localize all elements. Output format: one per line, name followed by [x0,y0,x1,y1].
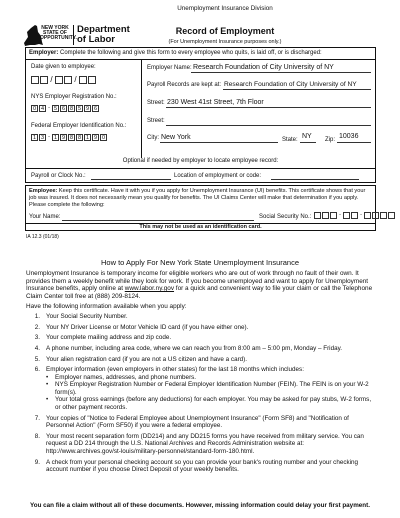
location-field[interactable] [271,172,359,180]
employer-heading: Employer: Complete the following and give this form to every employee who quits, is laid off, or is discharged: [26,48,375,60]
fein-digit: 1 [85,135,90,141]
payroll-location-row [26,168,375,182]
list-item [26,459,378,474]
nys-registration-digit: 4 [40,106,45,112]
nys-registration-digits [31,105,100,112]
street2-field[interactable] [166,118,371,126]
footer-note: You can file a claim without all of these documents. However, missing information could delay your first payment. [30,502,370,509]
nys-registration-digit: 9 [85,106,90,112]
street-value: 230 West 41st Street, 7th Floor [167,99,264,106]
city-label: City: [147,135,159,141]
list-item [26,324,378,332]
payroll-no-label: Payroll or Clock No.: [31,173,86,179]
division-name: Unemployment Insurance Division [177,5,273,12]
nys-registration-digit: 6 [93,106,98,112]
list-item [26,433,378,456]
form-title: Record of Employment [175,26,275,36]
employer-name-label: Employer Name: [147,65,192,71]
list-item-number: 5. [34,355,40,363]
fein-digit: 8 [69,135,74,141]
labor-website-link[interactable]: www.labor.ny.gov [124,285,175,293]
employer-name-value: Research Foundation of City University of NY [193,64,334,71]
sub-list-item: • Employer names, addresses, and phone numbers. [46,373,197,381]
form-subtitle: (For Unemployment Insurance purposes only.) [168,39,282,45]
list-item-text: Employer information (even employers in other states) for the last 18 months which includes: [46,366,304,374]
your-name-field[interactable] [62,213,254,221]
state-label: State: [282,137,298,143]
date-given-field[interactable]: / / [31,76,97,84]
required-info-list [26,313,378,477]
date-given-label: Date given to employee: [31,64,96,70]
employee-instructions: Employee: Keep this certificate. Have it with you if you apply for Unemployment Insurance (UI) benefits. This certificate shows that your job was insured. It does not necessarily mean you qualify for benefits. The UI Claims Center will make that determination if you apply. Please complete the following: [29,188,366,208]
zip-value: 10036 [339,133,359,140]
fein-digit: 1 [53,135,58,141]
sub-list-item: • Your total gross earnings (before any deductions) for each employer. You may be asked for pay stubs, W-2 forms, or other payment records. [46,396,372,411]
optional-note: Optional if needed by employer to locate employee record: [122,158,279,164]
nys-registration-label: NYS Employer Registration No.: [31,94,117,100]
location-label: Location of employment or code: [174,173,262,179]
list-item-number: 4. [34,345,40,353]
fein-label: Federal Employer Identification No.: [31,123,127,129]
list-item-text: Your Social Security Number. [46,313,128,320]
state-value: NY [302,133,312,140]
payroll-kept-value: Research Foundation of City University of NY [224,81,357,88]
list-item-text: Your NY Driver License or Motor Vehicle ID card (if you have either one). [46,323,249,331]
bullet-icon: • [46,381,49,389]
city-value: New York [161,134,191,141]
list-item-text: A check from your personal checking account so you can provide your bank's routing number and your checking account number if you choose Direct Deposit of your weekly benefits. [46,458,359,473]
sub-list-item: • NYS Employer Registration Number or Federal Employer Identification Number (FEIN). The FEIN is on your W-2 form(s). [46,381,369,396]
list-item-text: Your copies of "Notice to Federal Employee about Unemployment Insurance" (Form SF8) and "Notification of Personnel Action" (Form SF50) if you were a federal employee. [46,414,349,430]
bullet-icon: • [46,373,49,381]
nys-registration-digit: - [48,105,50,111]
list-item-number: 9. [34,458,40,466]
zip-label: Zip: [325,137,336,143]
instructions-intro: Unemployment Insurance is temporary income for eligible workers who are out of work through no fault of their own. It provides them a weekly benefit while they look for work. If you become unemployed and want to apply for Unemployment Insurance benefits, apply online at www.labor.ny.gov for a quick and convenient way to file your claim or call the Telephone Claim Center toll free at (888) 209-8124. [26,270,373,300]
list-item-number: 6. [34,366,40,374]
list-item [26,366,378,411]
fein-digit: 9 [61,135,66,141]
nys-registration-digit: 8 [69,106,74,112]
bullet-icon: • [46,396,49,404]
form-number: IA 12.3 (01/18) [26,234,59,240]
list-item-number: 8. [34,432,40,440]
ssn-field[interactable]: - - [314,212,396,219]
list-item [26,415,378,430]
id-warning: This may not be used as an identification card. [26,223,375,231]
list-item-text: Your complete mailing address and zip code. [46,334,172,342]
list-item-number: 2. [34,323,40,331]
fein-digit: 9 [93,135,98,141]
payroll-kept-label: Payroll Records are kept at: [147,82,222,88]
logo-state-text: NEW YORK STATE OF OPPORTUNITY. [40,25,77,41]
nys-registration-digit: 0 [32,106,37,112]
list-item [26,334,378,342]
employer-section [25,47,376,183]
street2-label: Street: [147,118,165,124]
fein-digit: 0 [101,135,106,141]
logo-dept-text: Department of Labor [73,25,130,45]
list-item [26,313,378,321]
list-item [26,356,378,364]
list-item [26,345,378,353]
instructions-title: How to Apply For New York State Unemployment Insurance [100,258,299,267]
list-item-text: Your alien registration card (if you are not a US citizen and have a card). [46,355,248,363]
list-item-number: 7. [34,414,40,422]
fein-digit: - [48,134,50,140]
payroll-no-field[interactable] [91,172,171,180]
employer-ids-panel [26,60,142,158]
fein-digits [31,134,108,141]
employee-section [25,185,376,231]
nys-registration-digit: 5 [77,106,82,112]
street-label: Street: [147,100,165,106]
list-item-text: A phone number, including area code, where we can reach you from 8:00 am – 5:00 pm, Monday – Friday. [46,345,343,353]
list-item-text: Your most recent separation form (DD214) and any DD215 forms you have received from military service. You can request a DD 214 through the U.S. National Archives and Records Administration website at: http://www.archives.gov/st-louis/military-personnel/standard-form-180.html. [46,432,364,455]
fein-digit: 8 [77,135,82,141]
fein-digit: 1 [32,135,37,141]
list-item-number: 1. [34,313,40,320]
have-info-text: Have the following information available when you apply: [26,303,187,310]
list-item-number: 3. [34,334,40,342]
nys-registration-digit: 5 [53,106,58,112]
fein-digit: 3 [40,135,45,141]
nys-registration-digit: 6 [61,106,66,112]
ssn-label: Social Security No.: [259,214,312,220]
your-name-label: Your Name: [29,214,61,220]
